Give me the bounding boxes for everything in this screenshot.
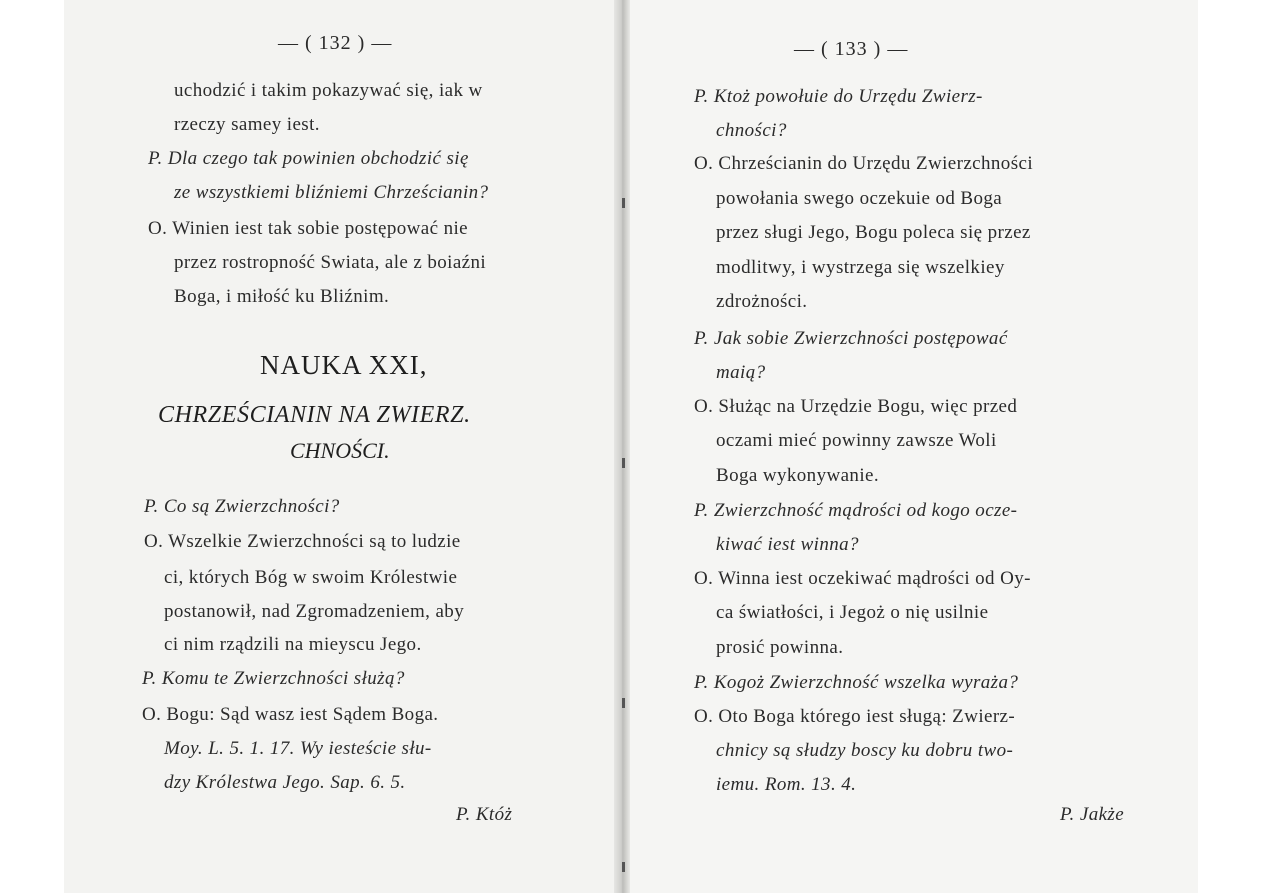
text-line: ci, których Bóg w swoim Królestwie <box>164 567 458 588</box>
binding-stitch <box>622 698 625 708</box>
text-line: zdrożności. <box>716 291 808 312</box>
text-line: iemu. Rom. 13. 4. <box>716 774 857 795</box>
question-line: P. Zwierzchność mądrości od kogo ocze- <box>694 500 1018 521</box>
text-line: uchodzić i takim pokazywać się, iak w <box>174 80 483 101</box>
question-line: P. Komu te Zwierzchności służą? <box>142 668 405 689</box>
question-line: kiwać iest winna? <box>716 534 859 555</box>
text-line: Moy. L. 5. 1. 17. Wy iesteście słu- <box>164 738 432 759</box>
answer-line: O. Wszelkie Zwierzchności są to ludzie <box>144 531 461 552</box>
question-line: P. Dla czego tak powinien obchodzić się <box>148 148 469 169</box>
chapter-subheading: CHNOŚCI. <box>290 438 390 463</box>
question-line: P. Jak sobie Zwierzchności postępować <box>694 328 1008 349</box>
catchword: P. Któż <box>456 804 513 825</box>
answer-line: O. Oto Boga którego iest sługą: Zwierz- <box>694 706 1016 727</box>
question-line: P. Ktoż powołuie do Urzędu Zwierz- <box>694 86 983 107</box>
chapter-heading: NAUKA XXI, <box>260 350 428 380</box>
question-line: P. Kogoż Zwierzchność wszelka wyraża? <box>694 672 1019 693</box>
answer-line: O. Służąc na Urzędzie Bogu, więc przed <box>694 396 1018 417</box>
text-line: ca światłości, i Jegoż o nię usilnie <box>716 602 989 623</box>
text-line: prosić powinna. <box>716 637 844 658</box>
question-line: chności? <box>716 120 787 141</box>
left-page <box>64 0 620 893</box>
book-spread <box>64 0 1198 893</box>
catchword: P. Jakże <box>1060 804 1125 825</box>
text-line: Boga wykonywanie. <box>716 465 879 486</box>
text-line: przez sługi Jego, Bogu poleca się przez <box>716 222 1031 243</box>
answer-line: O. Winna iest oczekiwać mądrości od Oy- <box>694 568 1031 589</box>
text-line: chnicy są słudzy boscy ku dobru two- <box>716 740 1014 761</box>
chapter-subheading: CHRZEŚCIANIN NA ZWIERZ. <box>158 402 471 428</box>
book-gutter <box>614 0 630 893</box>
answer-line: O. Winien iest tak sobie postępować nie <box>148 218 468 239</box>
text-line: postanowił, nad Zgromadzeniem, aby <box>164 601 465 622</box>
text-line: oczami mieć powinny zawsze Woli <box>716 430 997 451</box>
answer-line: O. Chrześcianin do Urzędu Zwierzchności <box>694 153 1034 174</box>
binding-stitch <box>622 862 625 872</box>
text-line: modlitwy, i wystrzega się wszelkiey <box>716 257 1005 278</box>
page-number-left: — ( 132 ) — <box>278 32 393 54</box>
binding-stitch <box>622 458 625 468</box>
text-line: ci nim rządzili na mieyscu Jego. <box>164 634 422 655</box>
text-line: powołania swego oczekuie od Boga <box>716 188 1003 209</box>
page-number-right: — ( 133 ) — <box>794 38 909 60</box>
text-line: przez rostropność Swiata, ale z boiaźni <box>174 252 487 273</box>
text-line: Boga, i miłość ku Bliźnim. <box>174 286 390 307</box>
question-line: maią? <box>716 362 766 383</box>
question-line: P. Co są Zwierzchności? <box>144 496 340 517</box>
question-line: ze wszystkiemi bliźniemi Chrześcianin? <box>174 182 489 203</box>
text-line: dzy Królestwa Jego. Sap. 6. 5. <box>164 772 406 793</box>
text-line: rzeczy samey iest. <box>174 114 320 135</box>
binding-stitch <box>622 198 625 208</box>
right-page <box>624 0 1198 893</box>
answer-line: O. Bogu: Sąd wasz iest Sądem Boga. <box>142 704 439 725</box>
